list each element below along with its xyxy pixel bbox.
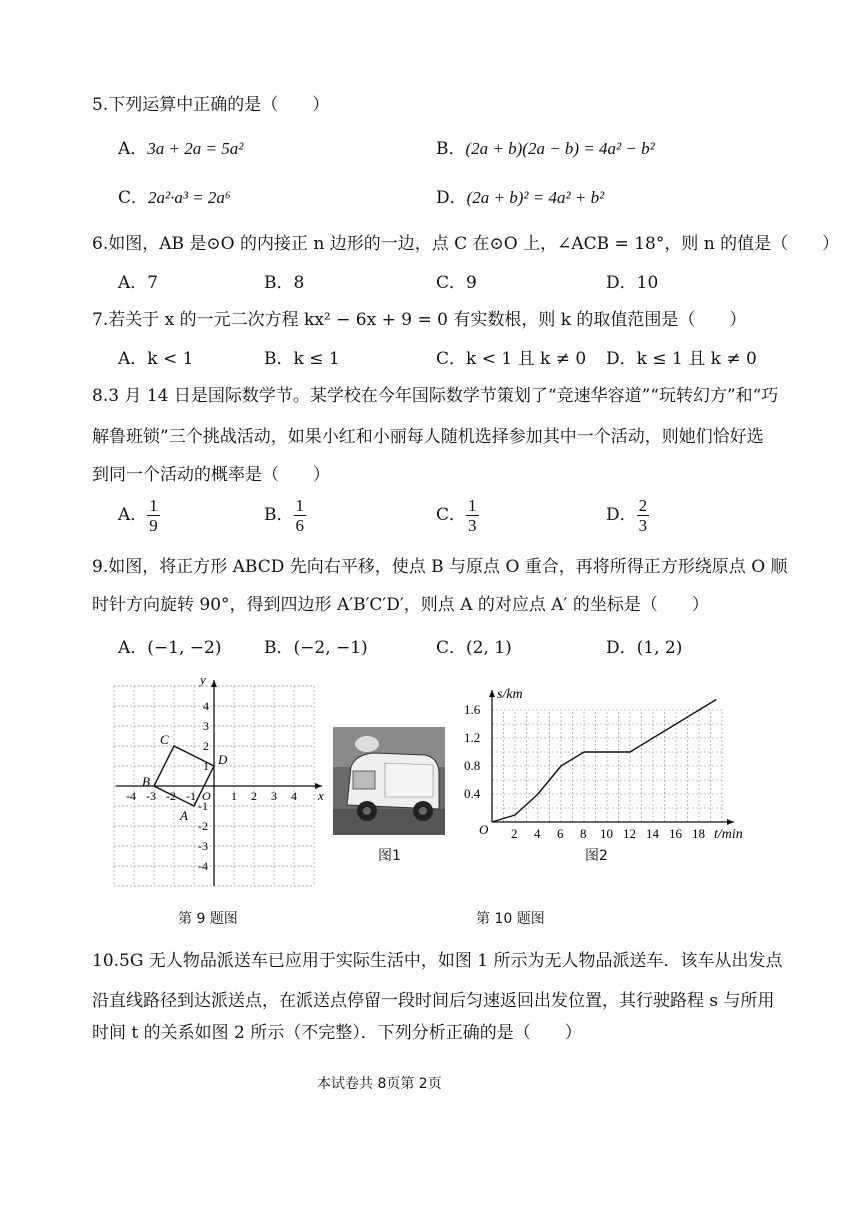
fig9-point-d: D: [218, 752, 228, 767]
q8-option-a: A． $\frac{1}{9}$: [118, 496, 158, 535]
fig9-point-a: A: [180, 808, 188, 823]
chart-y-tick: 0.8: [464, 758, 481, 773]
q9-option-a: A．(−1, −2): [118, 638, 222, 658]
chart-x-tick: 16: [669, 826, 682, 841]
q8-stem-line3: 到同一个活动的概率是（ ）: [92, 465, 330, 485]
q8-stem-line1: 8.3 月 14 日是国际数学节。某学校在今年国际数学节策划了“竞速华容道”“玩转幻方”和“巧: [92, 386, 779, 406]
chart-x-tick: 6: [557, 826, 564, 841]
chart-y-tick: 1.6: [464, 702, 481, 717]
fig9-x-tick: -3: [146, 789, 156, 803]
chart-x-arrow: [727, 819, 734, 825]
chart-y-tick: 0.4: [464, 786, 481, 801]
fig10-photo-caption: 图1: [378, 848, 401, 864]
fig9-x-tick: 4: [291, 789, 297, 803]
fig9-y-tick: -4: [198, 859, 208, 873]
q10-stem-line3: 时间 t 的关系如图 2 所示（不完整）．下列分析正确的是（ ）: [92, 1023, 582, 1043]
chart-x-tick: 8: [580, 826, 587, 841]
fig9-x-tick: -4: [126, 789, 136, 803]
fig9-y-tick: 4: [203, 699, 209, 713]
fig9-y-tick: -1: [198, 799, 208, 813]
fig9-origin-label: O: [202, 789, 211, 803]
fig10-chart-caption: 图2: [585, 848, 608, 864]
fig9-y-tick: 2: [203, 739, 209, 753]
q9-option-b: B．(−2, −1): [264, 638, 368, 658]
chart-y-arrow: [489, 690, 495, 697]
q8-stem-line2: 解鲁班锁”三个挑战活动，如果小红和小丽每人随机选择参加其中一个活动，则她们恰好选: [92, 427, 764, 447]
chart-series-line: [492, 700, 716, 823]
q6-option-b: B．8: [264, 273, 305, 293]
q6-option-c: C．9: [436, 273, 477, 293]
fig9-coordinate-plane: [112, 672, 338, 898]
q10-stem-line2: 沿直线路径到达派送点，在派送点停留一段时间后匀速返回出发位置，其行驶路程 s 与所用: [92, 991, 775, 1011]
chart-series: [492, 700, 716, 823]
fig9-x-tick: -1: [186, 789, 196, 803]
chart-y-label: s/km: [497, 687, 523, 702]
fig9-y-tick: 3: [203, 719, 209, 733]
fig9-y-tick: -2: [198, 819, 208, 833]
chart-x-tick: 12: [623, 826, 636, 841]
fig9-y-label: y: [200, 672, 206, 687]
q5-option-d: D．(2a + b)² = 4a² + b²: [436, 188, 605, 208]
chart-x-tick: 18: [692, 826, 705, 841]
distance-time-chart: [462, 687, 762, 848]
fig9-point-c: C: [160, 732, 169, 747]
q8-option-b: B． $\frac{1}{6}$: [264, 496, 304, 535]
fig10-caption: 第 10 题图: [476, 911, 545, 927]
q7-option-a: A．k < 1: [118, 349, 194, 369]
delivery-vehicle-photo: [333, 727, 445, 835]
fig9-x-tick: 1: [231, 789, 237, 803]
chart-y-tick: 1.2: [464, 730, 481, 745]
q9-option-c: C．(2, 1): [436, 638, 512, 658]
q8-option-d: D． $\frac{2}{3}$: [606, 496, 648, 535]
q7-stem: 7.若关于 x 的一元二次方程 kx² − 6x + 9 = 0 有实数根，则 k 的取值范围是（ ）: [92, 310, 747, 330]
q7-option-d: D．k ≤ 1 且 k ≠ 0: [606, 349, 757, 369]
chart-x-tick: 4: [534, 826, 541, 841]
chart-x-tick: 2: [511, 826, 518, 841]
chart-origin-label: O: [479, 822, 489, 837]
q7-option-b: B．k ≤ 1: [264, 349, 340, 369]
chart-x-tick: 10: [600, 826, 613, 841]
q5-option-c: C．2a²·a³ = 2a⁶: [118, 188, 231, 208]
q9-option-d: D．(1, 2): [606, 638, 683, 658]
q9-stem-line2: 时针方向旋转 90°，得到四边形 A′B′C′D′，则点 A 的对应点 A′ 的坐标是（ ）: [92, 595, 709, 615]
fig9-caption: 第 9 题图: [178, 911, 238, 927]
q10-stem-line1: 10.5G 无人物品派送车已应用于实际生活中，如图 1 所示为无人物品派送车．该车从出发点: [92, 951, 783, 971]
q5-stem: 5.下列运算中正确的是（ ）: [92, 95, 330, 115]
q5-option-a: A．3a + 2a = 5a²: [118, 139, 244, 159]
fig9-x-tick: 3: [271, 789, 277, 803]
fig9-x-tick: 2: [251, 789, 257, 803]
q6-option-a: A．7: [118, 273, 159, 293]
fig9-x-label: x: [318, 788, 324, 803]
chart-x-label: t/min: [714, 827, 743, 842]
chart-x-tick: 14: [646, 826, 659, 841]
q5-option-b: B．(2a + b)(2a − b) = 4a² − b²: [436, 139, 655, 159]
page-footer: 本试卷共 8页第 2页: [317, 1076, 442, 1092]
fig9-y-tick: 1: [203, 759, 209, 773]
fig9-point-b: B: [142, 774, 150, 789]
q8-option-c: C． $\frac{1}{3}$: [436, 496, 477, 535]
fig9-y-tick: -3: [198, 839, 208, 853]
q6-option-d: D．10: [606, 273, 659, 293]
q7-option-c: C．k < 1 且 k ≠ 0: [436, 349, 587, 369]
fig9-y-arrow: [211, 680, 217, 687]
q9-stem-line1: 9.如图，将正方形 ABCD 先向右平移，使点 B 与原点 O 重合，再将所得正方形绕原点 O 顺: [92, 557, 788, 577]
fig9-x-tick: -2: [166, 789, 176, 803]
q6-stem: 6.如图，AB 是⊙O 的内接正 n 边形的一边，点 C 在⊙O 上，∠ACB = 18°，则 n 的值是（ ）: [92, 234, 840, 254]
